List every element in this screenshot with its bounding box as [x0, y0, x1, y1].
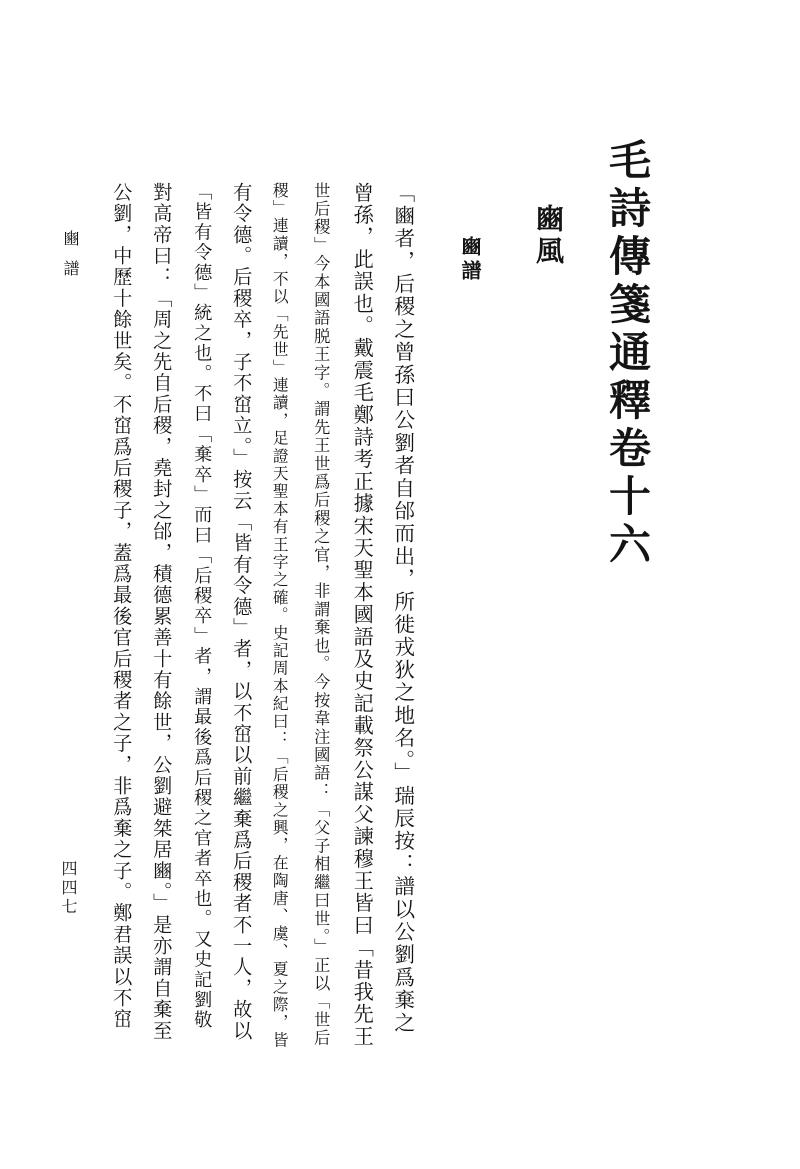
body-line-3: 世后稷」今本國語脱王字。謂先王世爲后稷之官，非謂棄也。今按韋注國語：「父子相繼曰世。」正以「世后 — [311, 182, 331, 1048]
body-line-6: 「皆有令德」統之也。不曰「棄卒」而曰「后稷卒」者，謂最後爲后稷之官者卒也。又史記劉敬 — [191, 182, 213, 1031]
body-line-8: 公劉，中歷十餘世矣。不窋爲后稷子，蓋爲最後官后稷者之子，非爲棄之子。鄭君誤以不窋 — [110, 182, 134, 1030]
body-line-7: 對高帝曰：「周之先自后稷，堯封之邰，積德累善十有餘世，公劉避桀居豳。」是亦謂自棄至 — [150, 182, 174, 1042]
page-number: 四四七 — [59, 860, 78, 917]
body-line-5: 有令德。后稷卒，子不窋立。」按云「皆有令德」者，以不窋以前繼棄爲后稷者不一人，故以 — [230, 182, 254, 1042]
body-line-4: 稷」連讀，不以「先世」連讀，足證天聖本有王字之確。史記周本紀曰：「后稷之興，在陶唐、虞、夏之際，皆 — [270, 182, 290, 1050]
body-line-1: 「豳者，后稷之曾孫曰公劉者自邰而出，所徙戎狄之地名。」瑞辰按：譜以公劉爲棄之 — [390, 182, 415, 1035]
body-line-2: 曾孫，此誤也。戴震毛鄭詩考正據宋天聖本國語及史記載祭公謀父諫穆王皆曰「昔我先王 — [350, 182, 375, 1048]
sub-title: 豳譜 — [458, 236, 482, 284]
section-title: 豳風 — [532, 204, 565, 268]
book-title: 毛詩傳箋通釋卷十六 — [603, 138, 652, 570]
margin-title: 豳譜 — [61, 230, 80, 290]
